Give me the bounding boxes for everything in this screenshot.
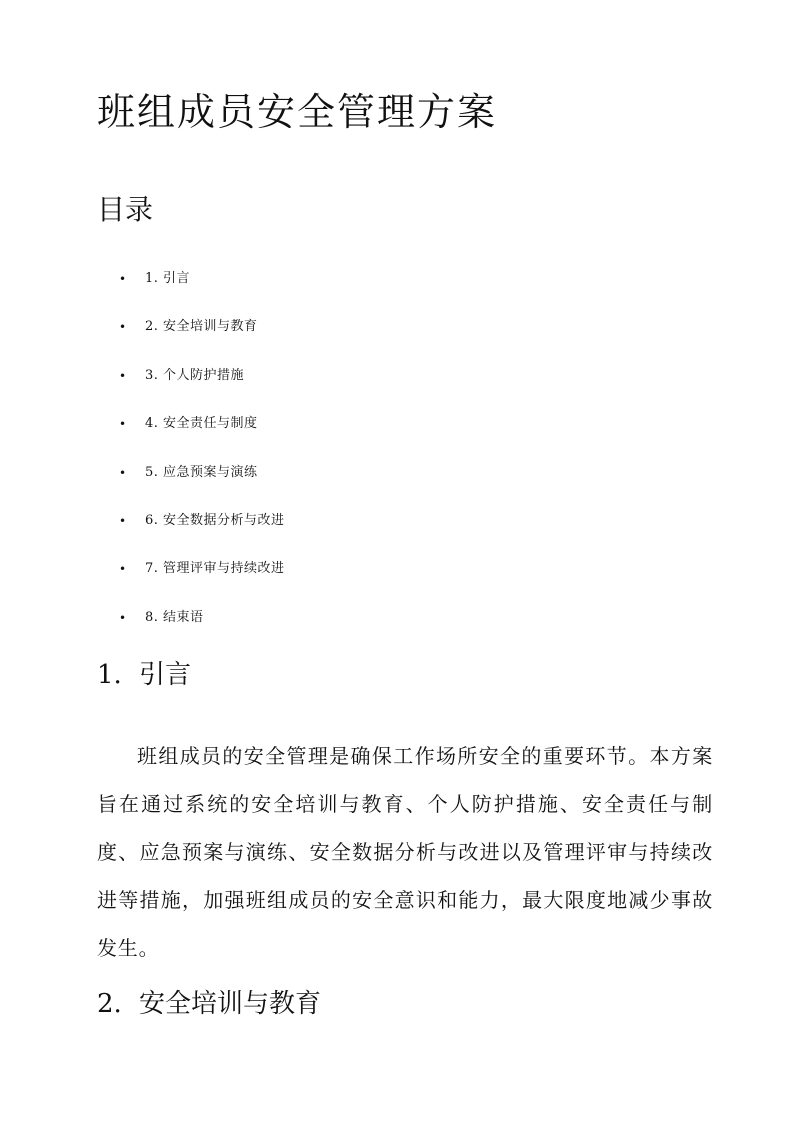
toc-item-safety-training	[0, 313, 800, 361]
bullet-icon: •	[119, 417, 127, 432]
toc-item-label: 2. 安全培训与教育	[145, 319, 258, 335]
section-title: 安全培训与教育	[139, 989, 322, 1019]
table-of-contents	[0, 265, 800, 652]
bullet-icon: •	[119, 513, 127, 528]
bullet-icon: •	[119, 562, 127, 577]
introduction-paragraph: 班组成员的安全管理是确保工作场所安全的重要环节。本方案旨在通过系统的安全培训与教育、个人防护措施、安全责任与制度、应急预案与演练、安全数据分析与改进以及管理评审与持续改进等措施，加强班组成员的安全意识和能力，最大限度地减少事故发生。	[97, 744, 713, 960]
toc-item-label: 5. 应急预案与演练	[145, 464, 258, 480]
toc-item-label: 6. 安全数据分析与改进	[145, 512, 285, 528]
bullet-icon: •	[119, 368, 127, 383]
section-heading-introduction	[97, 662, 191, 688]
bullet-icon: •	[119, 610, 127, 625]
toc-item-label: 4. 安全责任与制度	[145, 416, 258, 432]
document-title: 班组成员安全管理方案	[97, 90, 498, 134]
toc-item-data-analysis	[0, 507, 800, 555]
toc-item-label: 1. 引言	[145, 271, 191, 286]
toc-item-label: 8. 结束语	[145, 609, 204, 625]
toc-item-responsibility	[0, 410, 800, 458]
toc-item-label: 3. 个人防护措施	[145, 367, 245, 383]
bullet-icon: •	[119, 272, 127, 286]
section-heading-safety-training	[97, 991, 321, 1017]
section-title: 引言	[139, 660, 192, 690]
toc-item-conclusion	[0, 604, 800, 652]
section-number: 1.	[97, 660, 122, 690]
toc-heading: 目录	[97, 193, 154, 226]
toc-item-personal-protection	[0, 362, 800, 410]
section-number: 2.	[97, 989, 122, 1019]
toc-item-management-review	[0, 555, 800, 603]
toc-item-label: 7. 管理评审与持续改进	[145, 561, 285, 577]
toc-item-introduction	[0, 265, 800, 313]
toc-item-emergency-plan	[0, 459, 800, 507]
bullet-icon: •	[119, 465, 127, 480]
bullet-icon: •	[119, 320, 127, 335]
